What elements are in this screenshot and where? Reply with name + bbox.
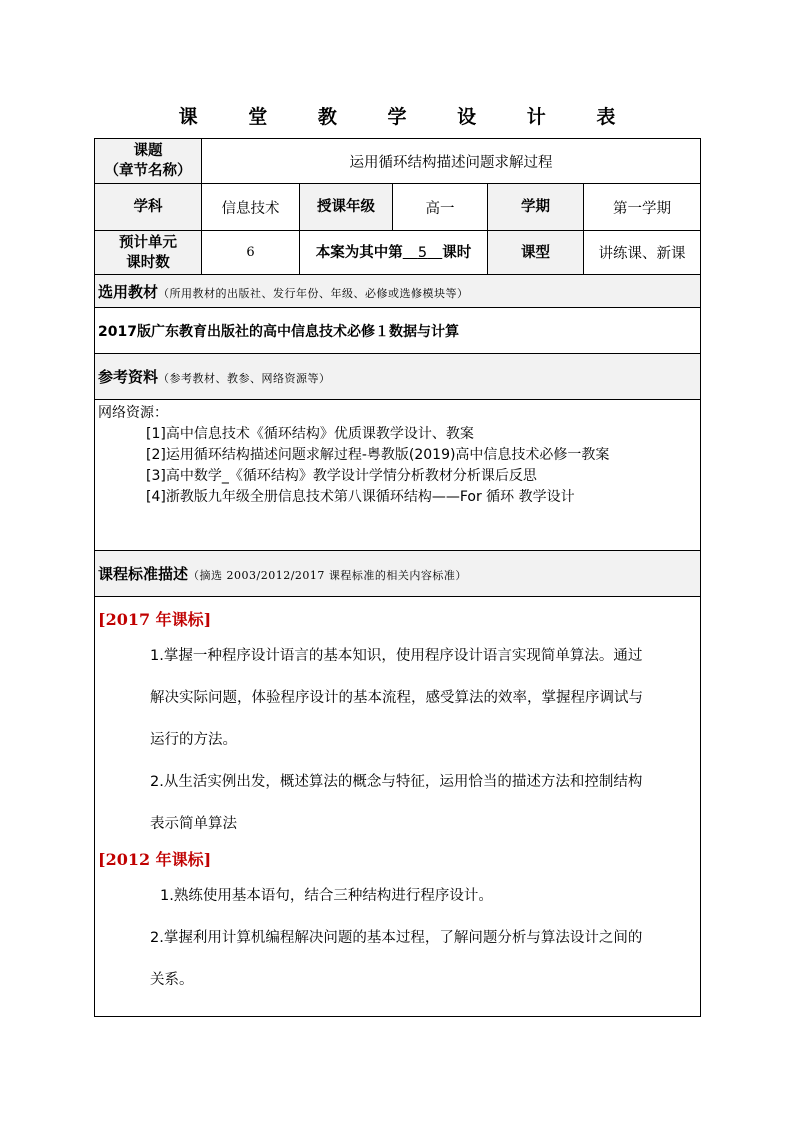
unit-hours-label <box>95 231 202 275</box>
std-2017-line: 运行的方法。 <box>150 732 237 748</box>
lesson-label <box>95 139 202 184</box>
std-2012-line: 1.熟练使用基本语句，结合三种结构进行程序设计。 <box>160 888 493 904</box>
references-heading: 参考资料 <box>98 368 159 386</box>
std-2017-title: [2017 年课标] <box>98 610 212 629</box>
std-2017-line: 解决实际问题，体验程序设计的基本流程，感受算法的效率，掌握程序调试与 <box>150 690 643 706</box>
term-label: 学期 <box>488 184 584 231</box>
std-2012-line: 关系。 <box>150 972 194 988</box>
references-content <box>95 400 701 551</box>
lesson-label-text: 课题 （章节名称） <box>104 143 192 179</box>
lesson-title: 运用循环结构描述问题求解过程 <box>349 154 553 171</box>
references-note: （参考教材、教参、网络资源等） <box>158 372 331 385</box>
page-title: 课 堂 教 学 设 计 表 <box>178 106 638 128</box>
lesson-design-table <box>94 138 701 1017</box>
std-2017-line: 1.掌握一种程序设计语言的基本知识，使用程序设计语言实现简单算法。通过 <box>150 648 643 664</box>
standards-heading: 课程标准描述 <box>98 565 189 583</box>
subject-value: 信息技术 <box>202 184 300 231</box>
textbook-heading: 选用教材 <box>98 282 159 301</box>
reference-item: [3]高中数学_《循环结构》教学设计学情分析教材分析课后反思 <box>146 468 537 484</box>
term-value: 第一学期 <box>584 184 701 231</box>
reference-item: [2]运用循环结构描述问题求解过程-粤教版(2019)高中信息技术必修一教案 <box>146 447 610 463</box>
textbook-heading-row <box>95 275 701 308</box>
type-label: 课型 <box>488 231 584 275</box>
period-suffix: 课时 <box>442 244 472 261</box>
subject-label: 学科 <box>95 184 202 231</box>
period-value <box>403 245 443 261</box>
textbook-value: 2017版广东教育出版社的高中信息技术必修１数据与计算 <box>95 308 701 354</box>
grade-label: 授课年级 <box>300 184 393 231</box>
standards-heading-row <box>95 551 701 597</box>
std-2012-title: [2012 年课标] <box>98 850 212 869</box>
references-intro: 网络资源： <box>98 405 168 421</box>
std-2017-line: 2.从生活实例出发，概述算法的概念与特征，运用恰当的描述方法和控制结构 <box>150 774 643 790</box>
references-heading-row <box>95 354 701 400</box>
reference-item: [4]浙教版九年级全册信息技术第八课循环结构——For 循环 教学设计 <box>146 489 575 505</box>
grade-value: 高一 <box>393 184 488 231</box>
standards-content <box>95 597 701 1017</box>
lesson-title-cell <box>202 139 701 184</box>
standards-note: （摘选 2003/2012/2017 课程标准的相关内容标准） <box>188 569 467 582</box>
textbook-note: （所用教材的出版社、发行年份、年级、必修或选修模块等） <box>158 286 469 300</box>
unit-hours-value: 6 <box>202 231 300 275</box>
reference-item: [1]高中信息技术《循环结构》优质课教学设计、教案 <box>146 426 474 442</box>
type-value: 讲练课、新课 <box>584 231 701 275</box>
period-number: 5 <box>417 244 428 261</box>
std-2017-line: 表示简单算法 <box>150 816 237 832</box>
unit-hours-label-text: 预计单元 课时数 <box>119 234 177 271</box>
std-2012-line: 2.掌握利用计算机编程解决问题的基本过程，了解问题分析与算法设计之间的 <box>150 930 643 946</box>
period-prefix: 本案为其中第 <box>315 244 403 261</box>
period-cell <box>300 231 488 275</box>
